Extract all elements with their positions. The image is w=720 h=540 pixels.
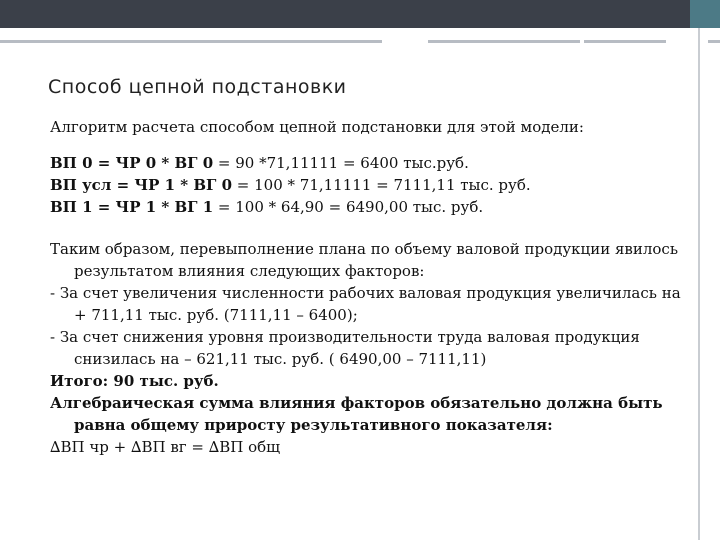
formula-bold: ВП 1 = ЧР 1 * ВГ 1 [50,198,214,216]
intro-text: Алгоритм расчета способом цепной подстановки для этой модели: [50,118,584,136]
formula-rest: = 100 * 71,11111 = 7111,11 тыс. руб. [232,176,531,194]
header-rule [584,40,666,43]
algebraic-note: Алгебраическая сумма влияния факторов обязательно должна быть равна общему приросту результативного показателя: [50,394,663,434]
formula-rest: = 100 * 64,90 = 6490,00 тыс. руб. [213,198,484,216]
formula-bold: ВП усл = ЧР 1 * ВГ 0 [50,176,233,194]
factor-item: - За счет увеличения численности рабочих валовая продукция увеличилась на + 711,11 тыс. руб. (7111,11 – 6400); [50,284,681,324]
header-rule [0,40,382,43]
slide-title: Способ цепной подстановки [48,76,347,98]
formula-line [50,152,690,174]
final-formula: ∆ВП чр + ∆ВП вг = ∆ВП общ [50,438,281,456]
top-banner [0,0,720,28]
formula-line [50,196,690,218]
header-rule [708,40,720,43]
top-banner-dark [0,0,690,28]
slide-body [50,116,690,458]
top-banner-accent [690,0,720,28]
header-rule [428,40,580,43]
formula-rest: = 90 *71,11111 = 6400 тыс.руб. [213,154,469,172]
right-border-line [698,28,700,540]
formula-line [50,174,690,196]
factor-item: - За счет снижения уровня производительности труда валовая продукция снизилась на – 621,11 тыс. руб. ( 6490,00 – 7111,11) [50,328,640,368]
conclusion-text: Таким образом, перевыполнение плана по объему валовой продукции явилось результатом влияния следующих факторов: [50,240,679,280]
total-line: Итого: 90 тыс. руб. [50,372,219,390]
banner-notch [410,28,430,38]
formula-bold: ВП 0 = ЧР 0 * ВГ 0 [50,154,214,172]
